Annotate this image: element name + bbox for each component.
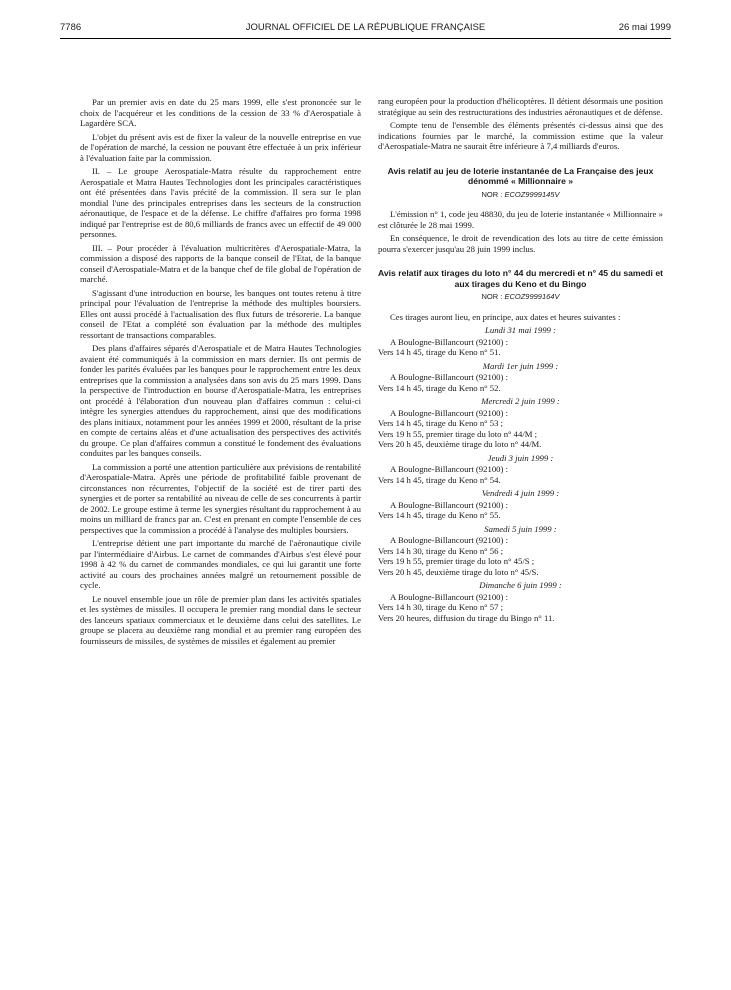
page-number: 7786 bbox=[60, 22, 82, 33]
nor-reference bbox=[378, 292, 663, 303]
paragraph: Par un premier avis en date du 25 mars 1999, elle s'est prononcée sur le choix de l'acquéreur et les conditions de la cession de 33 % d'Aerospatiale à Lagardère SCA. bbox=[80, 97, 361, 128]
left-column bbox=[80, 97, 361, 649]
paragraph: L'entreprise détient une part importante du marché de l'aéronautique civile par l'intermédiaire d'Airbus. Le carnet de commandes d'Airbus s'est élevé pour 1998 à 42 % du carnet de commandes mondiales, ce qui lui garantit une forte activité au cours des prochaines années malgré un retournement possible de cycle. bbox=[80, 538, 361, 590]
paragraph: L'objet du présent avis est de fixer la valeur de la nouvelle entreprise en vue de l'opération de marché, la cession ne pouvant être effectuée à un prix inférieur à l'évaluation faite par la commission. bbox=[80, 131, 361, 163]
schedule-day: Mercredi 2 juin 1999 : bbox=[481, 396, 560, 406]
paragraph: III. – Pour procéder à l'évaluation multicritères d'Aerospatiale-Matra, la commission a disposé des rapports de la banque conseil de l'Etat, de la banque conseil d'Aerospatiale-Matra et de la banque chef de file global de l'opération de marché. bbox=[80, 242, 361, 284]
paragraph: II. – Le groupe Aerospatiale-Matra résulte du rapprochement entre Aerospatiale et Matra Hautes Technologies dont les principales caractéristiques ont été présentées dans l'avis précité de la commission. Il sera sur le plan mondial l'une des principales entreprises dans les secteurs de la construction aéronautique, de l'espace et de la défense. Le chiffre d'affaires pro forma 1998 indiqué par l'entreprise est de 80,6 milliards de francs avec un effectif de 49 000 personnes. bbox=[80, 166, 361, 239]
paragraph: En conséquence, le droit de revendication des lots au titre de cette émission pourra s'exercer jusqu'au 28 juin 1999 inclus. bbox=[378, 233, 663, 254]
schedule-location: A Boulogne-Billancourt (92100) : bbox=[390, 499, 508, 510]
paragraph: rang européen pour la production d'hélicoptères. Il détient désormais une position stratégique au sein des restructurations des industries aéronautiques et de défense. bbox=[378, 96, 663, 117]
nor-reference bbox=[378, 190, 663, 201]
schedule-line: Vers 14 h 30, tirage du Keno n° 57 ; bbox=[378, 602, 504, 612]
schedule-location: A Boulogne-Billancourt (92100) : bbox=[390, 535, 508, 545]
nor-code: ECOZ9999145V bbox=[504, 189, 560, 199]
schedule-day: Vendredi 4 juin 1999 : bbox=[481, 488, 560, 498]
nor-label: NOR : bbox=[481, 189, 505, 199]
schedule-line: Vers 14 h 30, tirage du Keno n° 56 ; bbox=[378, 545, 504, 556]
paragraph: La commission a porté une attention particulière aux prévisions de rentabilité d'Aerospatiale-Matra. Après une période de profitabilité faible provenant de circonstances non récurrentes, l'objectif de la société est de tirer parti des synergies et de porter sa rentabilité au niveau de celle de ses concurrents à partir de 2002. Le groupe estime à terme les synergies résultant du rapprochement à au moins un milliard de francs par an. C'est en prenant en compte l'ensemble de ces perspectives que la commission a procédé à l'analyse des multiples boursiers. bbox=[80, 461, 361, 535]
schedule-location: A Boulogne-Billancourt (92100) : bbox=[390, 591, 508, 602]
schedule-location: A Boulogne-Billancourt (92100) : bbox=[390, 464, 508, 474]
schedule-day: Dimanche 6 juin 1999 : bbox=[479, 580, 562, 590]
paragraph: L'émission n° 1, code jeu 48830, du jeu de loterie instantanée « Millionnaire » est clôturée le 28 mai 1999. bbox=[378, 209, 663, 230]
schedule-line: Vers 20 h 45, deuxième tirage du loto n° 45/S. bbox=[378, 566, 539, 577]
schedule-location: A Boulogne-Billancourt (92100) : bbox=[390, 407, 508, 418]
journal-title: JOURNAL OFFICIEL DE LA RÉPUBLIQUE FRANÇAISE bbox=[245, 22, 486, 33]
paragraph: S'agissant d'une introduction en bourse, les banques ont toutes retenu à titre principal pour l'évaluation de l'entreprise la méthode des multiples boursiers. Elles ont aussi procédé à l'actualisation des flux futurs de trésorerie. La banque conseil de l'Etat a complété son évaluation par la méthode des multiples ressortant de transactions comparables. bbox=[80, 287, 361, 340]
nor-code: ECOZ9999164V bbox=[504, 292, 560, 301]
schedule-line: Vers 14 h 45, tirage du Keno n° 51. bbox=[378, 347, 501, 357]
paragraph: Ces tirages auront lieu, en principe, aux dates et heures suivantes : bbox=[390, 311, 621, 322]
schedule-day: Samedi 5 juin 1999 : bbox=[484, 523, 557, 534]
schedule-line: Vers 19 h 55, premier tirage du loto n° 45/S ; bbox=[378, 556, 535, 566]
schedule-day: Mardi 1er juin 1999 : bbox=[482, 360, 559, 371]
schedule-line: Vers 14 h 45, tirage du Keno n° 52. bbox=[378, 382, 501, 393]
draw-schedule bbox=[378, 325, 663, 623]
paragraph: Des plans d'affaires séparés d'Aerospatiale et de Matra Hautes Technologies avaient été communiqués à la commission en mars dernier. Ils ont permis de fonder les parités évaluées par les banques pour le rapprochement entre les deux entreprises que la commission a analysées dans son avis du 25 mars 1999. Dans la perspective de l'introduction en bourse d'Aerospatiale-Matra, les entreprises ont procédé à l'élaboration d'un nouveau plan d'affaires commun : celui-ci intègre les synergies attendues du rapprochement, ainsi que des modifications des plans initiaux, notamment pour les années 1999 et 2000, résultant de la prise en compte de certains aléas et d'une actualisation des perspectives des activités du groupe. Ce plan d'affaires commun a constitué le fondement des évaluations conduites par les banques conseils. bbox=[80, 343, 361, 458]
schedule-line: Vers 19 h 55, premier tirage du loto n° 44/M ; bbox=[378, 428, 538, 439]
notice-title: Avis relatif au jeu de loterie instantanée de La Française des jeux dénommé « Millionnaire » bbox=[387, 165, 654, 186]
schedule-line: Vers 14 h 45, tirage du Keno n° 53 ; bbox=[378, 418, 504, 428]
paragraph: Compte tenu de l'ensemble des éléments présentés ci-dessus ainsi que des indications fournies par le marché, la commission estime que la valeur d'Aerospatiale-Matra ne saurait être inférieure à 7,4 milliards d'euros. bbox=[378, 120, 663, 151]
schedule-line: Vers 14 h 45, tirage du Keno n° 54. bbox=[378, 474, 501, 485]
notice-title: Avis relatif aux tirages du loto n° 44 du mercredi et n° 45 du samedi et aux tirages du Keno et du Bingo bbox=[378, 268, 663, 289]
schedule-location: A Boulogne-Billancourt (92100) : bbox=[390, 372, 508, 382]
schedule-day: Jeudi 3 juin 1999 : bbox=[487, 452, 554, 463]
schedule-line: Vers 14 h 45, tirage du Keno n° 55. bbox=[378, 510, 501, 520]
page-header bbox=[60, 22, 671, 36]
schedule-line: Vers 20 heures, diffusion du tirage du Bingo n° 11. bbox=[378, 612, 555, 623]
schedule-line: Vers 20 h 45, deuxième tirage du loto n° 44/M. bbox=[378, 439, 542, 449]
header-rule bbox=[60, 38, 671, 39]
paragraph: Le nouvel ensemble joue un rôle de premier plan dans les activités spatiales et les systèmes de missiles. Il occupera le premier rang mondial dans le secteur des lanceurs spatiaux commerciaux et le deuxième dans celui des satellites. Le groupe se placera au deuxième rang mondial et au premier rang européen des fournisseurs de missiles, de systèmes de missiles et également au premier bbox=[80, 593, 361, 646]
issue-date: 26 mai 1999 bbox=[618, 22, 671, 33]
nor-label: NOR : bbox=[481, 292, 505, 301]
right-column bbox=[378, 96, 663, 623]
schedule-day: Lundi 31 mai 1999 : bbox=[485, 325, 556, 335]
schedule-location: A Boulogne-Billancourt (92100) : bbox=[390, 336, 508, 347]
